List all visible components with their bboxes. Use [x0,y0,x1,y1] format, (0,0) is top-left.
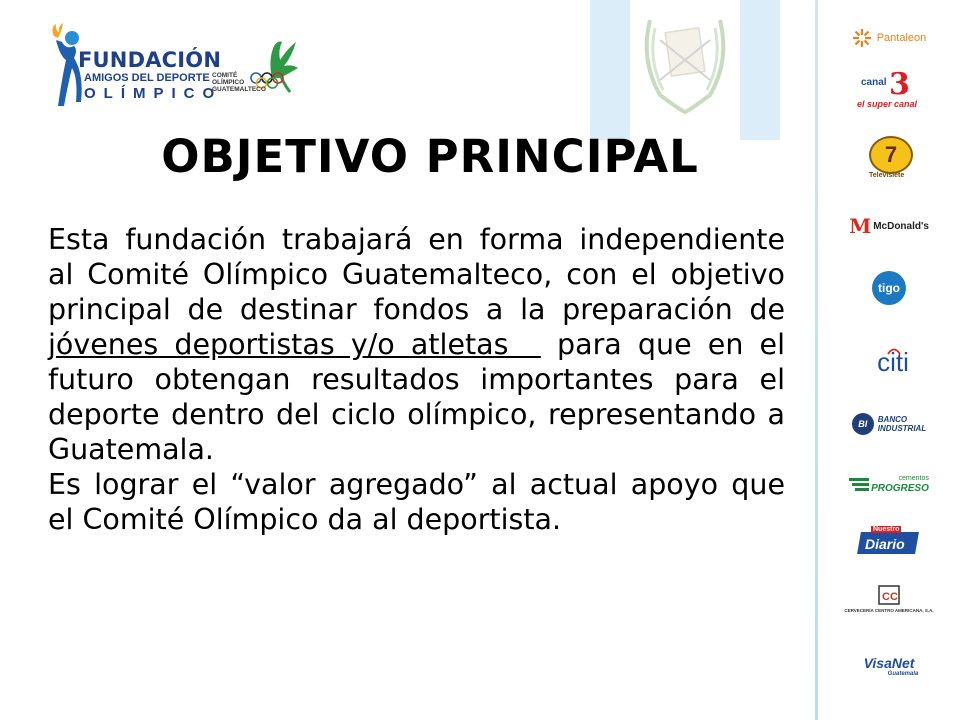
canal7-label: Televisiete [869,172,905,179]
body-p1-post: para que en el futuro obtengan resultados importantes para el deporte dentro del ciclo olímpico, representando a Guatemala. [48,328,786,466]
nuestro-diario-label: Diario [865,536,905,552]
canal3-label: canal [861,77,887,88]
progreso-line2: PROGRESO [871,483,929,494]
citi-label: citi [877,346,909,377]
foundation-logo [44,22,223,112]
sponsor-tigo [833,266,945,310]
body-paragraph-1 [48,222,785,467]
banco-industrial-icon [852,413,874,435]
progreso-text [871,474,929,494]
pantaleon-sun-icon [852,28,872,48]
sponsor-cerveceria [833,574,945,622]
mcdonalds-label: McDonald's [873,220,929,232]
flag-stripe-left [590,0,630,140]
sponsor-pantaleon [833,16,945,60]
citi-arc-icon [887,347,901,355]
visanet-label: VisaNet [863,655,915,671]
flag-stripe-right [740,0,780,140]
canal3-slogan: el super canal [857,99,918,109]
tigo-label: tigo [878,281,900,295]
slide-body [48,222,785,537]
sponsor-sidebar [815,0,960,720]
canal7-badge [869,136,913,174]
sponsor-cementos-progreso [833,462,945,506]
sponsor-citi [833,340,945,384]
body-paragraph-2: Es lograr el “valor agregado” al actual apoyo que el Comité Olímpico da al deportista. [48,468,785,536]
tigo-circle-icon [872,271,906,305]
body-p1-pre: Esta fundación trabajará en forma independiente al Comité Olímpico Guatemalteco, con el objetivo principal de destinar fondos a la preparación de [48,223,785,326]
cerveceria-label: CERVECERÍA CENTRO AMERICANA, S.A. [844,607,934,613]
coc-logo-caption [212,72,266,93]
coc-logo [212,38,302,98]
sidebar-divider [815,0,818,720]
coc-logo-line3: GUATEMALTECO [212,86,266,93]
foundation-logo-line3: OLÍMPICO [84,85,223,102]
banco-industrial-mark: BI [858,419,868,429]
foundation-logo-line1: FUNDACIÓN [78,48,222,72]
sponsor-mcdonalds [833,204,945,248]
guatemala-flag-watermark [590,0,780,140]
coat-of-arms-icon [630,0,740,120]
svg-text:CC: CC [882,590,898,603]
sponsor-nuestro-diario [833,520,945,564]
banco-industrial-line2: INDUSTRIAL [877,424,927,433]
foundation-logo-line2: AMIGOS DEL DEPORTE [84,72,210,84]
canal3-number: 3 [889,67,910,102]
sponsor-visanet [833,644,945,688]
canal7-number: 7 [884,142,898,167]
progreso-stripes-icon [849,477,869,491]
sponsor-canal3 [833,67,945,120]
nuestro-diario-logo [859,526,919,558]
coc-logo-line1: COMITÉ [212,72,238,79]
banco-industrial-text [878,415,926,433]
sponsor-banco-industrial [833,402,945,446]
pantaleon-label: Pantaleon [876,32,927,44]
sponsor-canal7 [833,134,945,184]
nuestro-diario-top: Nuestro [873,526,900,533]
coc-logo-line2: OLÍMPICO [212,79,245,86]
slide-title: OBJETIVO PRINCIPAL [161,130,699,183]
body-p1-underlined: jóvenes deportistas y/o atletas [48,328,541,361]
visanet-sub: Guatemala [887,671,919,677]
cerveceria-emblem-icon [877,584,901,606]
progreso-line1: cementos [898,475,929,482]
mcdonalds-arches-icon: M [849,214,872,238]
banco-industrial-line1: BANCO [877,415,908,424]
